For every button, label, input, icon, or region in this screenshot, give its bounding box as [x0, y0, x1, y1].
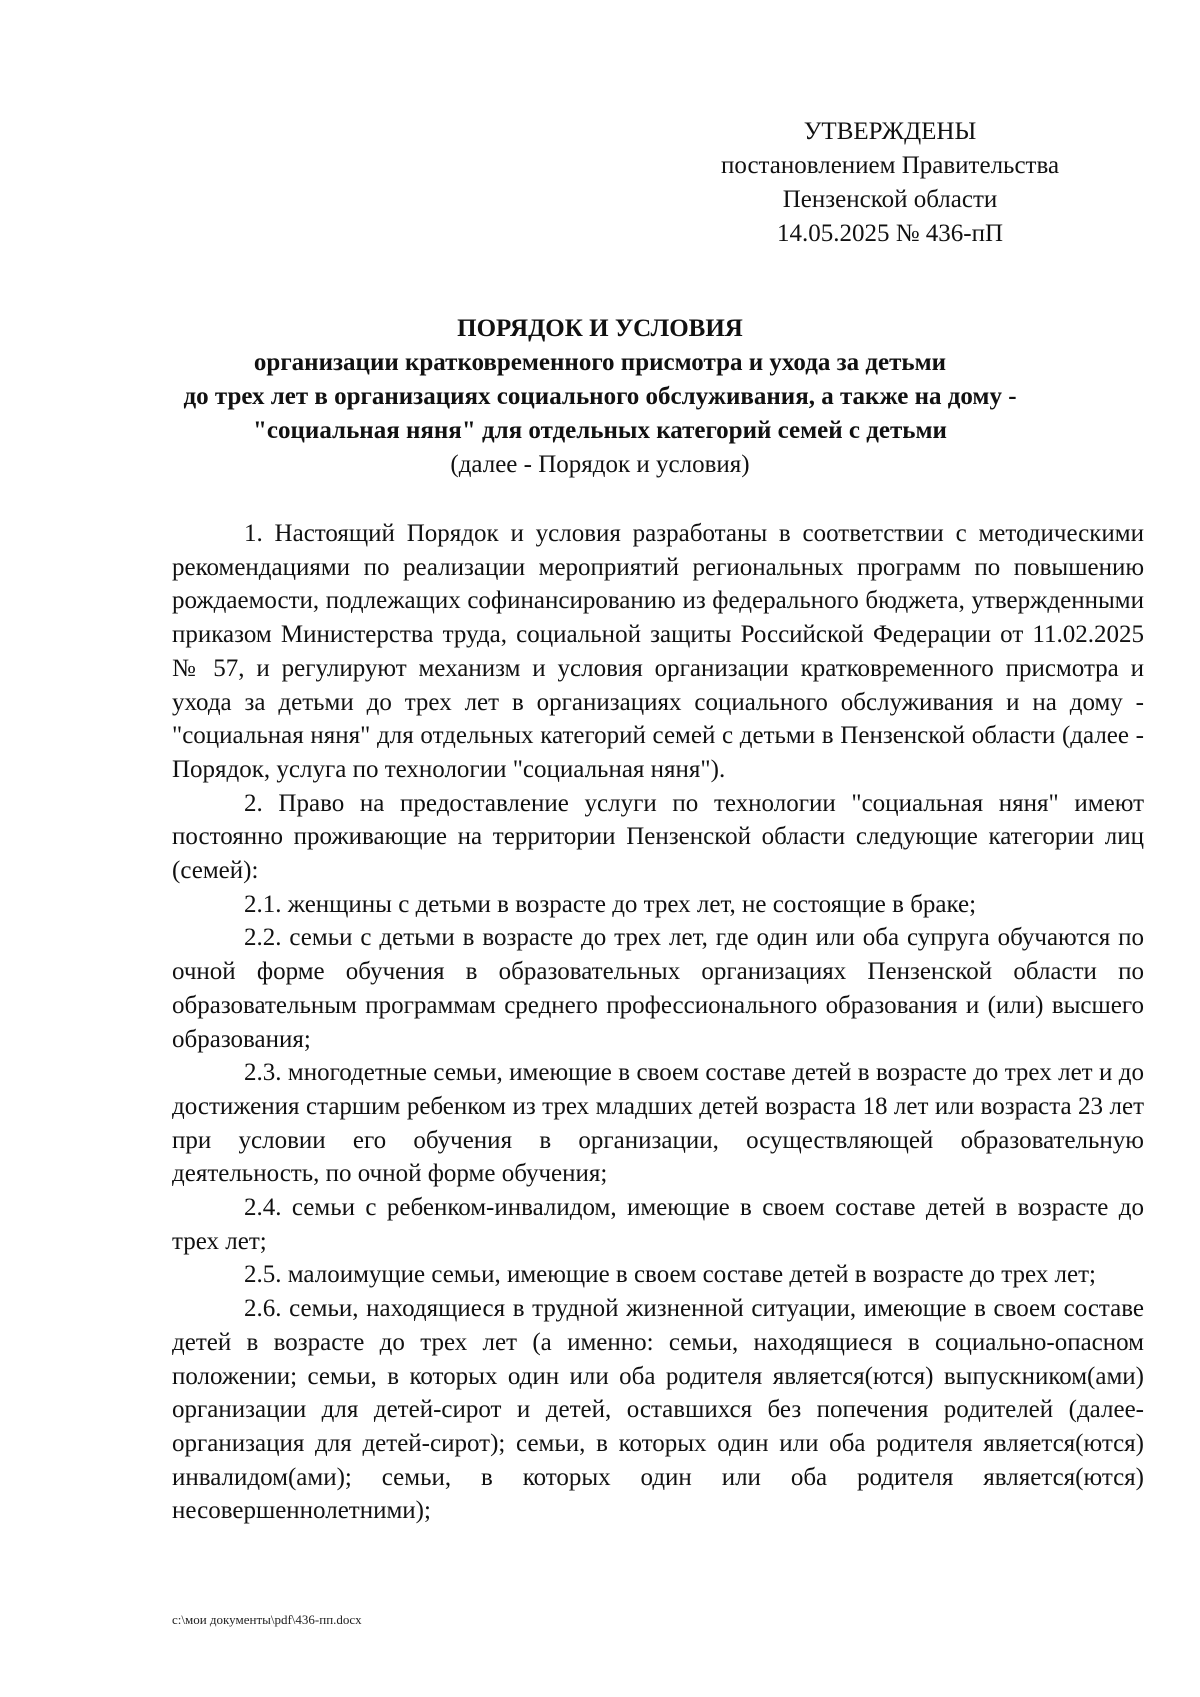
paragraph-2-5: 2.5. малоимущие семьи, имеющие в своем составе детей в возрасте до трех лет;	[244, 1261, 1096, 1289]
title-heading: ПОРЯДОК И УСЛОВИЯ	[457, 315, 743, 342]
paragraph-2-3: 2.3. многодетные семьи, имеющие в своем составе детей в возрасте до трех лет и до достижения старшим ребенком из трех младших детей возраста 18 лет или возраста 23 лет при условии его обучения в организации, осуществляющей образовательную деятельность, по очной форме обучения;	[172, 1059, 1144, 1188]
approval-stamp	[700, 115, 1080, 251]
title-subtitle: (далее - Порядок и условия)	[450, 451, 750, 478]
document-title	[150, 312, 1050, 482]
file-path-footer: c:\мои документы\pdf\436-пп.docx	[172, 1612, 362, 1627]
approval-region: Пензенской области	[782, 186, 998, 213]
paragraph-2-4: 2.4. семьи с ребенком-инвалидом, имеющие в своем составе детей в возрасте до трех лет;	[172, 1194, 1144, 1255]
document-body	[172, 517, 1144, 1528]
paragraph-2: 2. Право на предоставление услуги по технологии "социальная няня" имеют постоянно проживающие на территории Пензенской области следующие категории лиц (семей):	[172, 789, 1144, 885]
title-line-1: организации кратковременного присмотра и ухода за детьми	[253, 349, 947, 376]
paragraph-2-2: 2.2. семьи с детьми в возрасте до трех лет, где один или оба супруга обучаются по очной форме обучения в образовательных организациях Пензенской области по образовательным программам среднего профессионального образования и (или) высшего образования;	[172, 924, 1144, 1053]
title-line-3: "социальная няня" для отдельных категорий семей с детьми	[253, 417, 947, 444]
paragraph-1: 1. Настоящий Порядок и условия разработаны в соответствии с методическими рекомендациями по реализации мероприятий региональных программ по повышению рождаемости, подлежащих софинансированию из федерального бюджета, утвержденными приказом Министерства труда, социальной защиты Российской Федерации от 11.02.2025 № 57, и регулируют механизм и условия организации кратковременного присмотра и ухода за детьми до трех лет в организациях социального обслуживания и на дому - "социальная няня" для отдельных категорий семей с детьми в Пензенской области (далее - Порядок, услуга по технологии "социальная няня").	[172, 520, 1144, 783]
paragraph-2-6: 2.6. семьи, находящиеся в трудной жизненной ситуации, имеющие в своем составе детей в возрасте до трех лет (а именно: семьи, находящиеся в социально-опасном положении; семьи, в которых один или оба родителя является(ются) выпускником(ами) организации для детей-сирот и детей, оставшихся без попечения родителей (далее-организация для детей-сирот); семьи, в которых один или оба родителя является(ются) инвалидом(ами); семьи, в которых один или оба родителя является(ются) несовершеннолетними);	[172, 1295, 1144, 1525]
approval-authority: постановлением Правительства	[720, 152, 1060, 179]
title-line-2: до трех лет в организациях социального обслуживания, а также на дому -	[183, 383, 1017, 410]
approval-date-number: 14.05.2025 № 436-пП	[776, 220, 1004, 247]
approval-heading: УТВЕРЖДЕНЫ	[803, 118, 977, 145]
paragraph-2-1: 2.1. женщины с детьми в возрасте до трех лет, не состоящие в браке;	[244, 890, 977, 918]
